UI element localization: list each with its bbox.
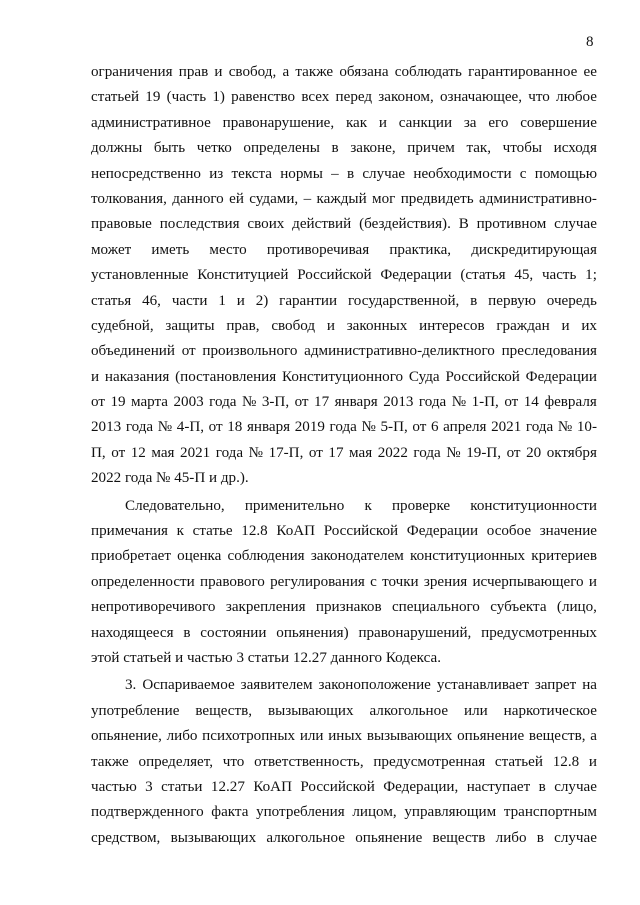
- text-line: статьей 19 (часть 1) равенство всех перед законом, означающее, что любое: [91, 89, 597, 106]
- paragraph-1: [91, 60, 597, 492]
- text-line: опьянение, либо психотропных или иных вызывающих опьянение веществ, а: [91, 728, 597, 745]
- text-line: этой статьей и частью 3 статьи 12.27 данного Кодекса.: [91, 649, 441, 666]
- text-line: непосредственно из текста нормы – в случае необходимости с помощью: [91, 165, 597, 182]
- text-line: ограничения прав и свобод, а также обязана соблюдать гарантированное ее: [91, 64, 597, 80]
- text-line: объединений от произвольного административно-деликтного преследования: [91, 343, 597, 360]
- text-line: может иметь место противоречивая практика, дискредитирующая: [91, 241, 597, 258]
- text-line: от 19 марта 2003 года № 3-П, от 17 января 2013 года № 1-П, от 14 февраля: [91, 394, 597, 411]
- text-line: судебной, защиты прав, свобод и законных интересов граждан и их: [91, 317, 597, 334]
- text-line: частью 3 статьи 12.27 КоАП Российской Федерации, наступает в случае: [91, 778, 597, 795]
- text-line: непротиворечивого закрепления признаков специального субъекта (лицо,: [91, 599, 597, 616]
- text-line: административное правонарушение, как и санкции за его совершение: [91, 114, 597, 131]
- text-line: должны быть четко определены в законе, причем так, чтобы исходя: [91, 140, 597, 157]
- text-line: Следовательно, применительно к проверке конституционности: [125, 497, 597, 514]
- paragraph-2: [91, 494, 597, 672]
- text-line: статья 46, части 1 и 2) гарантии государственной, в первую очередь: [91, 292, 597, 309]
- text-line: примечания к статье 12.8 КоАП Российской Федерации особое значение: [91, 523, 597, 540]
- document-body: [91, 60, 597, 851]
- text-line: толкования, данного ей судами, – каждый мог предвидеть административно-: [91, 190, 597, 207]
- paragraph-3: [91, 673, 597, 851]
- text-line: употребление веществ, вызывающих алкогольное или наркотическое: [91, 702, 597, 719]
- text-line: и наказания (постановления Конституционного Суда Российской Федерации: [91, 368, 597, 385]
- text-line: установленные Конституцией Российской Федерации (статья 45, часть 1;: [91, 267, 597, 284]
- page-number: 8: [586, 34, 594, 50]
- text-line: определенности правового регулирования с точки зрения исчерпывающего и: [91, 573, 597, 590]
- text-line: также определяет, что ответственность, предусмотренная статьей 12.8 и: [91, 753, 597, 770]
- text-line: находящееся в состоянии опьянения) правонарушений, предусмотренных: [91, 624, 597, 641]
- text-line: правовые последствия своих действий (бездействия). В противном случае: [91, 216, 597, 233]
- text-line: подтвержденного факта употребления лицом, управляющим транспортным: [91, 804, 597, 821]
- text-line: приобретает оценка соблюдения законодателем конституционных критериев: [91, 548, 597, 565]
- text-line: П, от 12 мая 2021 года № 17-П, от 17 мая 2022 года № 19-П, от 20 октября: [91, 444, 597, 461]
- text-line: 2022 года № 45-П и др.).: [91, 470, 249, 487]
- text-line: средством, вызывающих алкогольное опьянение веществ либо в случае: [91, 829, 597, 846]
- text-line: 3. Оспариваемое заявителем законоположение устанавливает запрет на: [125, 677, 597, 694]
- text-line: 2013 года № 4-П, от 18 января 2019 года № 5-П, от 6 апреля 2021 года № 10-: [91, 419, 597, 436]
